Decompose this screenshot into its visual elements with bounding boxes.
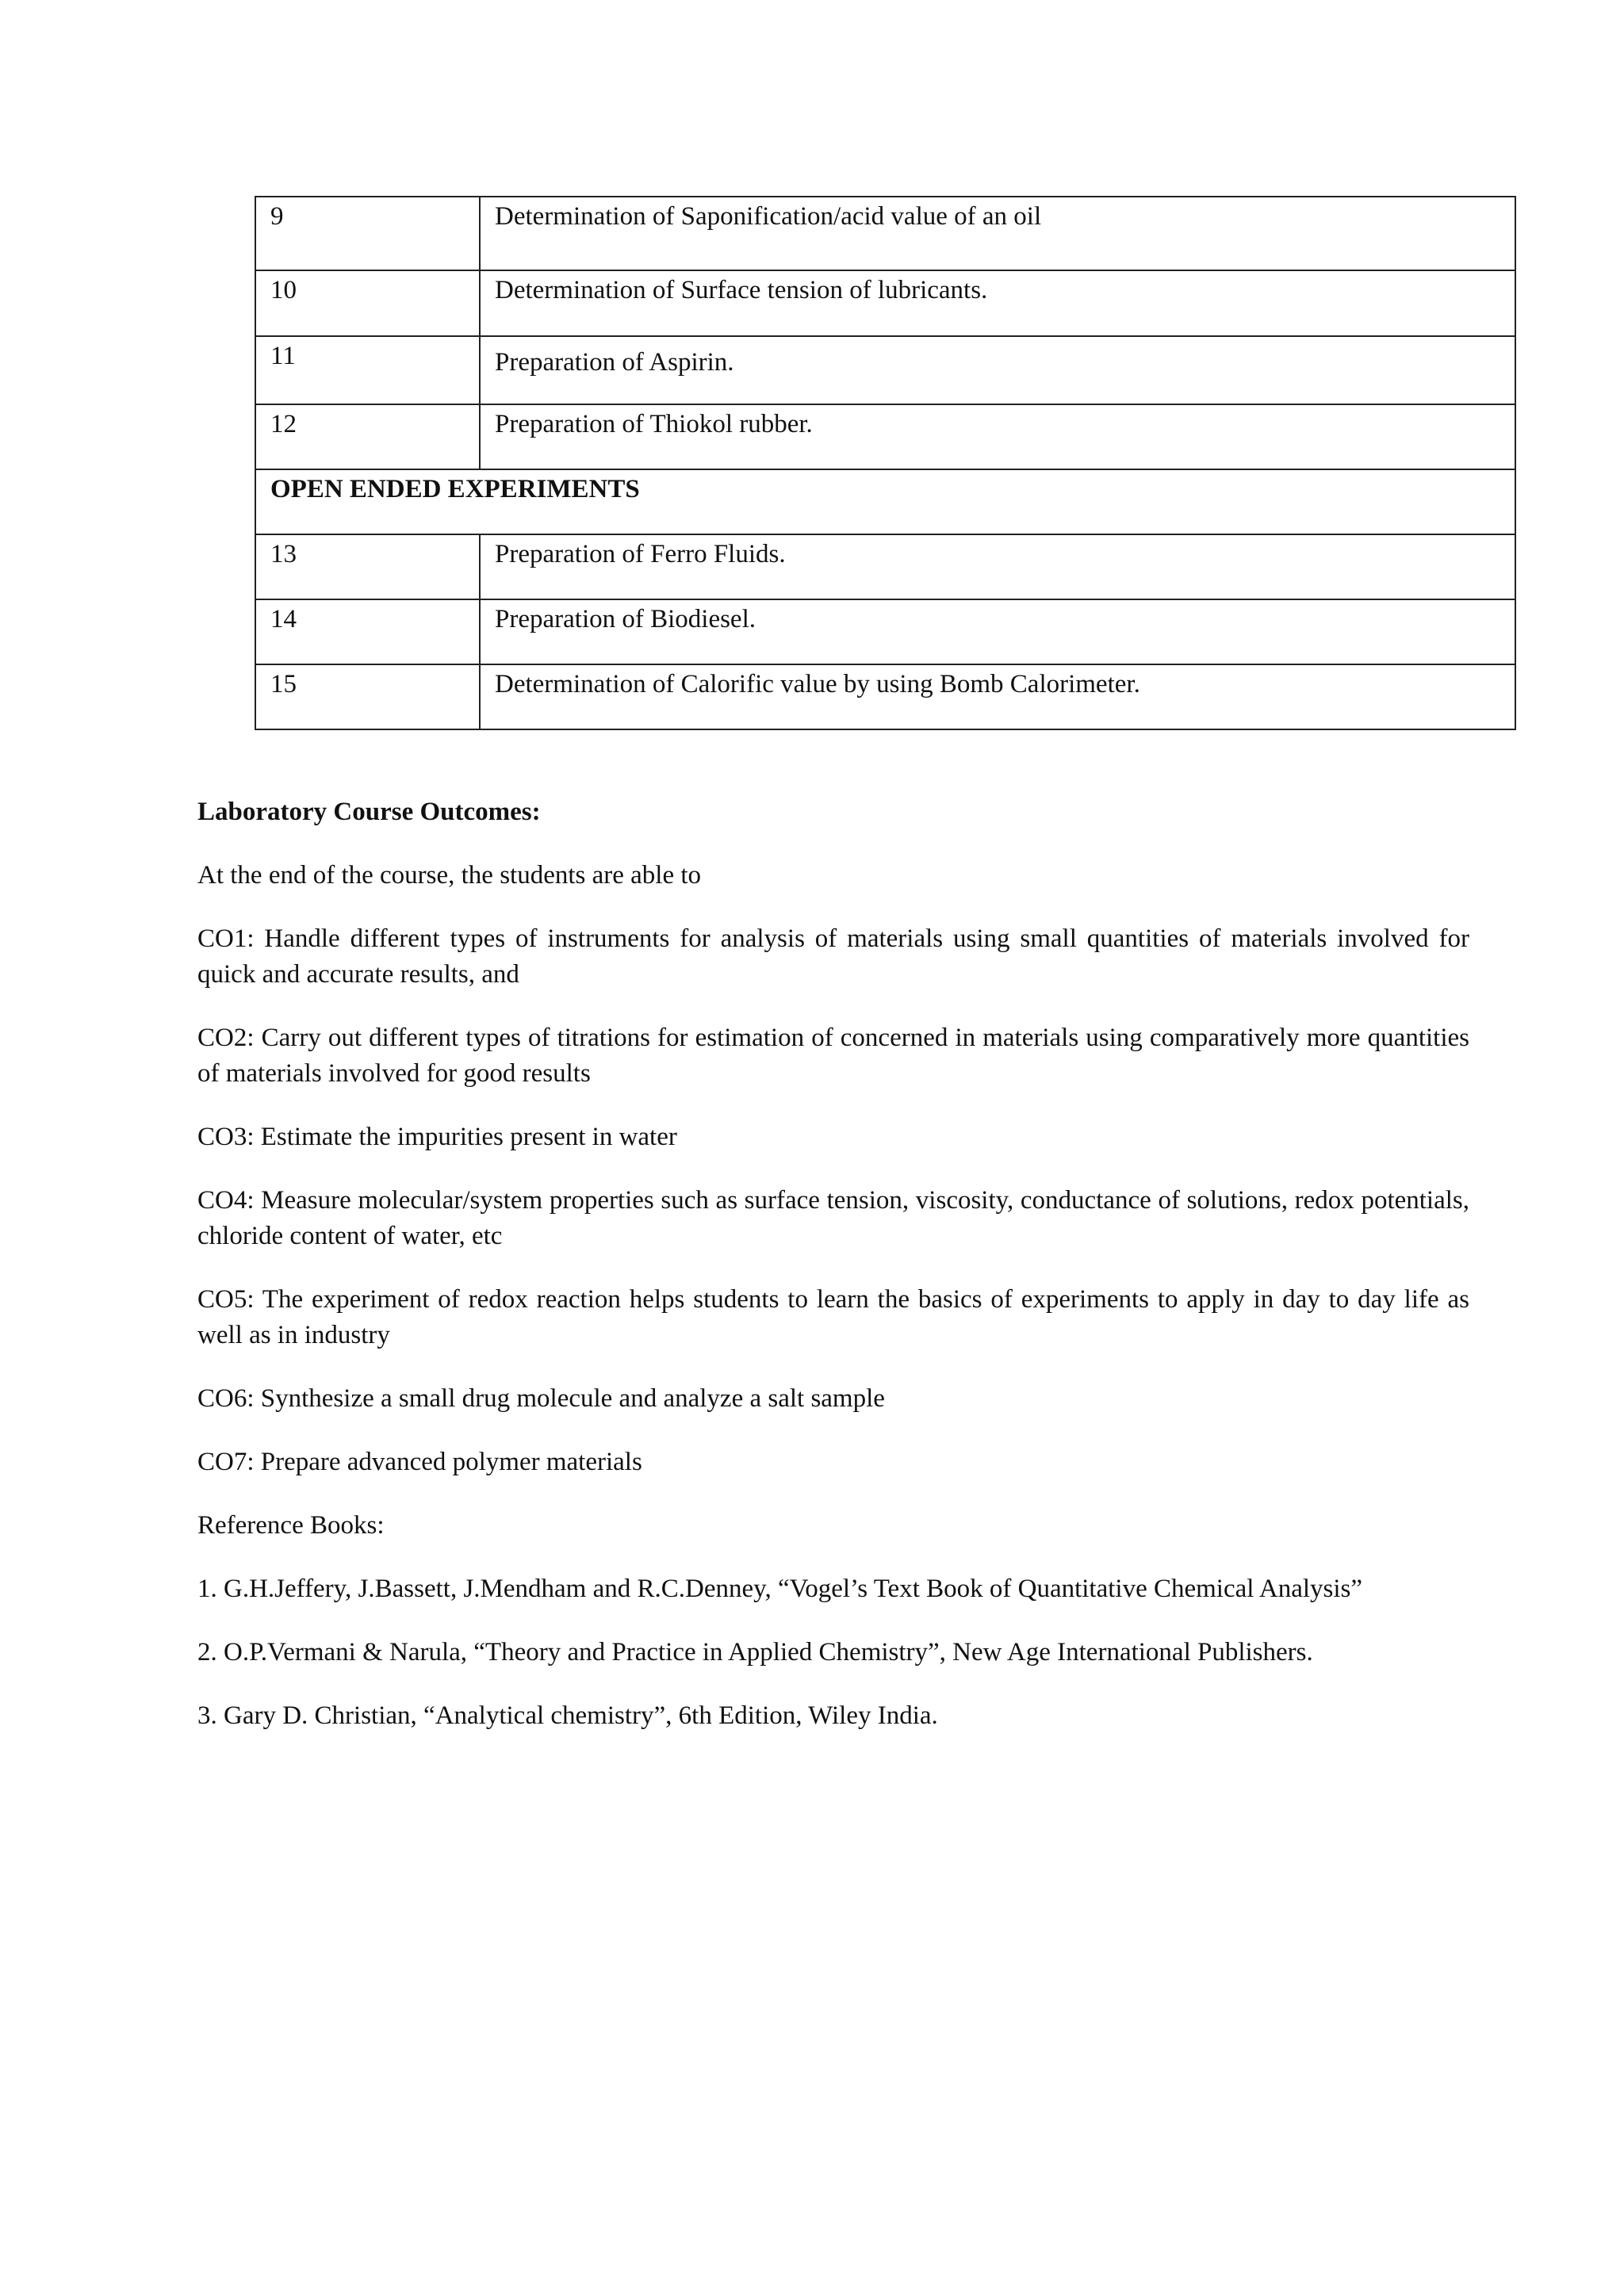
experiment-title: Determination of Saponification/acid value of an oil xyxy=(480,197,1515,270)
table-row xyxy=(255,599,1515,664)
experiment-number: 12 xyxy=(255,404,480,469)
references-heading: Reference Books: xyxy=(197,1511,385,1540)
experiment-title: Preparation of Biodiesel. xyxy=(480,599,1515,664)
section-row xyxy=(255,469,1515,534)
experiment-number: 10 xyxy=(255,270,480,336)
outcome-item: CO4: Measure molecular/system properties such as surface tension, viscosity, conductance of solutions, redox potentials, chloride content of water, etc xyxy=(197,1186,1469,1250)
experiment-title: Preparation of Thiokol rubber. xyxy=(480,404,1515,469)
outcome-item: CO5: The experiment of redox reaction helps students to learn the basics of experiments to apply in day to day life as well as in industry xyxy=(197,1285,1469,1349)
outcomes-heading: Laboratory Course Outcomes: xyxy=(197,798,541,826)
experiment-number: 11 xyxy=(255,336,480,404)
outcome-item: CO1: Handle different types of instruments for analysis of materials using small quantities of materials involved for quick and accurate results, and xyxy=(197,924,1469,989)
table-row xyxy=(255,197,1515,270)
outcomes-intro: At the end of the course, the students are able to xyxy=(197,861,702,890)
reference-item: 2. O.P.Vermani & Narula, “Theory and Practice in Applied Chemistry”, New Age International Publishers. xyxy=(197,1638,1313,1667)
experiment-title: Determination of Surface tension of lubricants. xyxy=(480,270,1515,336)
reference-item: 3. Gary D. Christian, “Analytical chemistry”, 6th Edition, Wiley India. xyxy=(197,1701,938,1730)
outcome-item: CO7: Prepare advanced polymer materials xyxy=(197,1448,642,1476)
experiment-number: 13 xyxy=(255,534,480,599)
table-row xyxy=(255,336,1515,404)
table-row xyxy=(255,270,1515,336)
experiments-table xyxy=(255,196,1516,730)
outcome-item: CO6: Synthesize a small drug molecule and analyze a salt sample xyxy=(197,1384,885,1413)
table-row xyxy=(255,534,1515,599)
section-title: OPEN ENDED EXPERIMENTS xyxy=(255,469,1515,534)
experiment-number: 14 xyxy=(255,599,480,664)
experiment-title: Determination of Calorific value by using Bomb Calorimeter. xyxy=(480,664,1515,729)
table-row xyxy=(255,664,1515,729)
reference-item: 1. G.H.Jeffery, J.Bassett, J.Mendham and R.C.Denney, “Vogel’s Text Book of Quantitative Chemical Analysis” xyxy=(197,1575,1363,1603)
course-outcomes-section xyxy=(197,794,1469,1762)
experiment-title-text: Preparation of Aspirin. xyxy=(495,348,734,377)
experiment-number: 9 xyxy=(255,197,480,270)
experiment-title: Preparation of Ferro Fluids. xyxy=(480,534,1515,599)
experiment-number: 15 xyxy=(255,664,480,729)
outcome-item: CO2: Carry out different types of titrations for estimation of concerned in materials using comparatively more quantities of materials involved for good results xyxy=(197,1024,1469,1088)
outcome-item: CO3: Estimate the impurities present in water xyxy=(197,1123,677,1151)
experiment-title xyxy=(480,336,1515,404)
table-row xyxy=(255,404,1515,469)
